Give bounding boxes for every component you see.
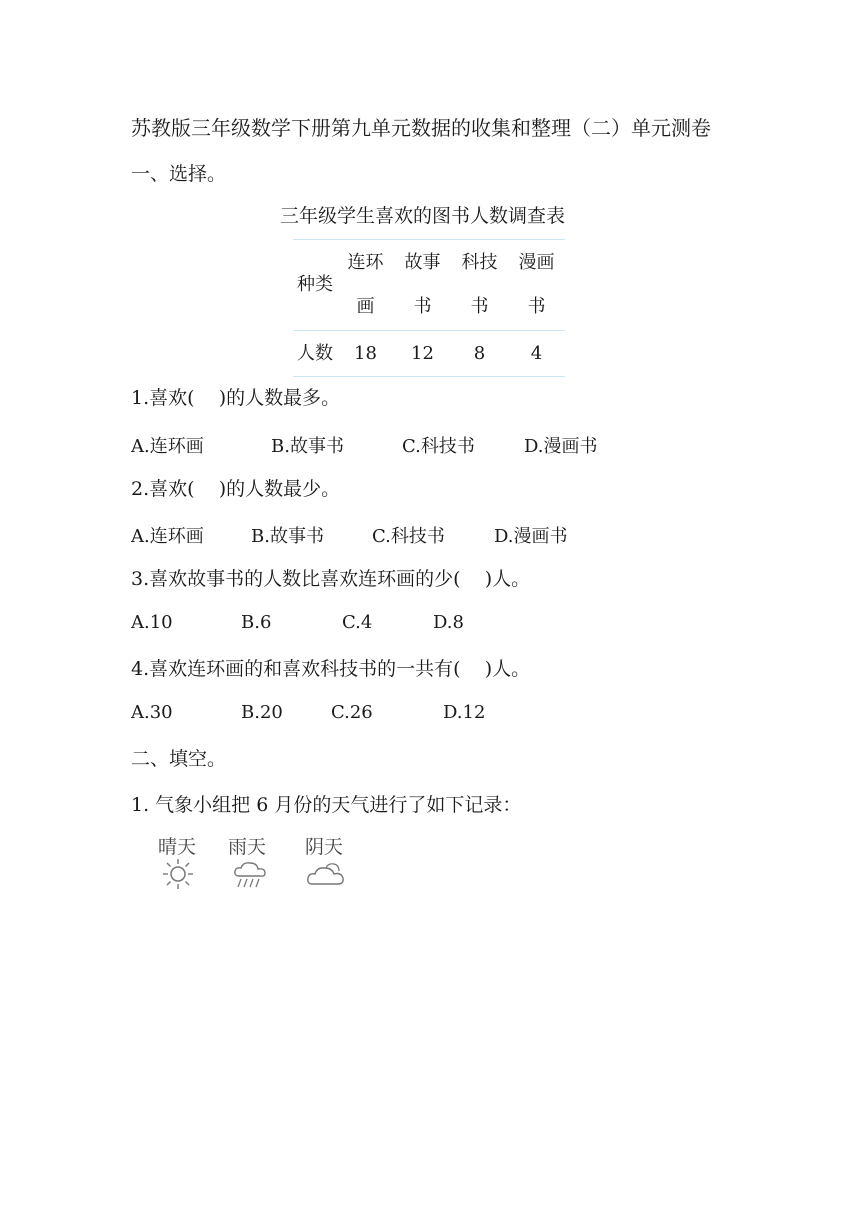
question-2: 2.喜欢( )的人数最少。 — [131, 478, 341, 500]
rain-cloud-icon — [231, 858, 269, 890]
option-b: B.故事书 — [251, 526, 324, 547]
section-heading-fill: 二、填空。 — [131, 748, 227, 770]
question-1: 1.喜欢( )的人数最多。 — [131, 387, 341, 409]
fill-question-1: 1. 气象小组把 6 月份的天气进行了如下记录： — [131, 794, 522, 816]
option-b: B.故事书 — [271, 436, 344, 457]
option-d: D.漫画书 — [494, 526, 568, 547]
count-cell: 18 — [337, 331, 394, 377]
section-heading-choice: 一、选择。 — [131, 163, 227, 185]
sun-icon — [160, 858, 196, 890]
count-cell: 4 — [508, 331, 565, 377]
weather-label-sunny: 晴天 — [158, 836, 197, 858]
option-a: A.30 — [131, 702, 173, 723]
option-b: B.20 — [241, 702, 283, 723]
cloud-icon — [306, 858, 346, 890]
category-cell: 科技书 — [451, 240, 508, 331]
option-d: D.12 — [443, 702, 486, 723]
option-d: D.漫画书 — [524, 436, 598, 457]
option-a: A.连环画 — [131, 526, 204, 547]
option-d: D.8 — [433, 612, 464, 633]
option-c: C.26 — [331, 702, 373, 723]
table-title: 三年级学生喜欢的图书人数调查表 — [280, 205, 566, 227]
question-4: 4.喜欢连环画的和喜欢科技书的一共有( )人。 — [131, 658, 531, 680]
weather-label-cloudy: 阴天 — [305, 836, 344, 858]
weather-label-rainy: 雨天 — [228, 836, 267, 858]
option-a: A.10 — [131, 612, 173, 633]
option-c: C.4 — [342, 612, 373, 633]
row-header-category: 种类 — [293, 240, 337, 331]
row-header-count: 人数 — [293, 331, 337, 377]
category-cell: 漫画书 — [508, 240, 565, 331]
count-cell: 8 — [451, 331, 508, 377]
category-cell: 连环画 — [337, 240, 394, 331]
question-3: 3.喜欢故事书的人数比喜欢连环画的少( )人。 — [131, 568, 531, 590]
option-c: C.科技书 — [402, 436, 475, 457]
table-row — [293, 240, 565, 331]
option-a: A.连环画 — [131, 436, 204, 457]
option-c: C.科技书 — [372, 526, 445, 547]
page-title: 苏教版三年级数学下册第九单元数据的收集和整理（二）单元测卷 — [131, 116, 711, 140]
table-row — [293, 331, 565, 377]
count-cell: 12 — [394, 331, 451, 377]
option-b: B.6 — [241, 612, 272, 633]
survey-table — [293, 239, 565, 377]
category-cell: 故事书 — [394, 240, 451, 331]
